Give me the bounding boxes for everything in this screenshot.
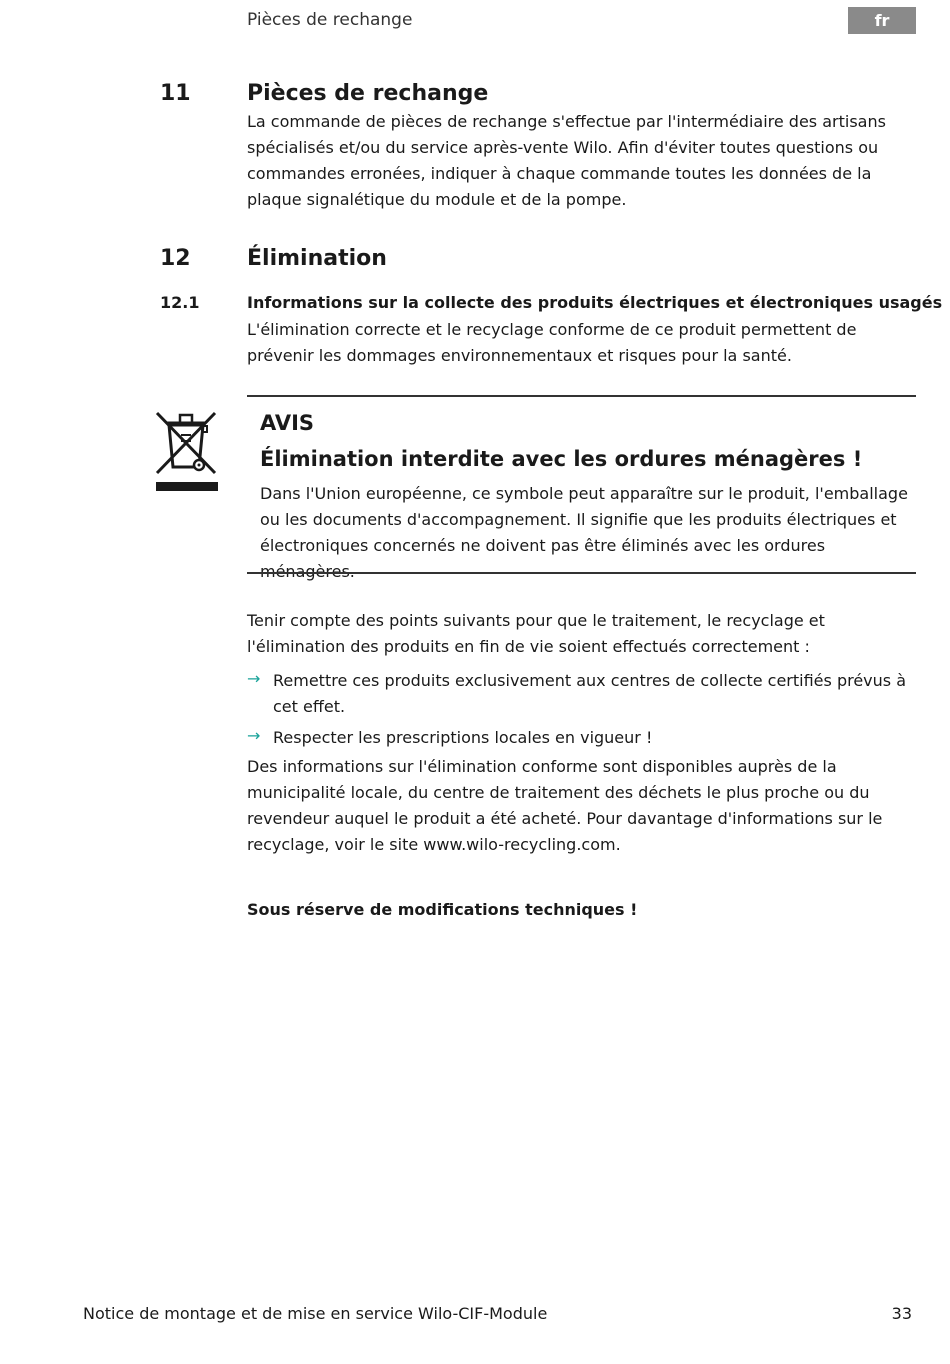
bullet-arrow-icon: → — [247, 726, 261, 745]
notice-label: AVIS — [260, 411, 315, 435]
disclaimer: Sous réserve de modifications techniques ! — [247, 900, 638, 919]
running-header-title: Pièces de rechange — [247, 10, 413, 30]
notice-top-rule — [247, 395, 916, 397]
instructions-intro: Tenir compte des points suivants pour que le traitement, le recyclage et l'élimination des produits en fin de vie soient effectués correctement : — [247, 611, 825, 656]
section-11-text: La commande de pièces de rechange s'effectue par l'intermédiaire des artisans spécialisés et/ou du service après-vente Wilo. Afin d'éviter toutes questions ou commandes erronées, indiquer à chaque commande toutes les données de la plaque signalétique du module et de la pompe. — [247, 112, 886, 209]
section-12-1-text: L'élimination correcte et le recyclage conforme de ce produit permettent de prévenir les dommages environnementaux et risques pour la santé. — [247, 320, 857, 365]
section-12-1-title: Informations sur la collecte des produits électriques et électroniques usagés — [247, 293, 943, 312]
notice-title: Élimination interdite avec les ordures ménagères ! — [260, 447, 863, 471]
section-11-title: Pièces de rechange — [247, 81, 489, 106]
bullet-arrow-icon: → — [247, 669, 261, 688]
section-11-number: 11 — [160, 81, 191, 106]
notice-bottom-rule — [247, 572, 916, 574]
list-item: Respecter les prescriptions locales en vigueur ! — [273, 728, 653, 747]
instructions-closing: Des informations sur l'élimination conforme sont disponibles auprès de la municipalité locale, du centre de traitement des déchets le plus proche ou du revendeur auquel le produit a été acheté. Pour davantage d'informations sur le recyclage, voir le site www.wilo-recycling.com. — [247, 757, 883, 854]
language-tab: fr — [848, 7, 916, 34]
notice-text: Dans l'Union européenne, ce symbole peut apparaître sur le produit, l'emballage ou les documents d'accompagnement. Il signifie que les produits électriques et électroniques concernés ne doivent pas être éliminés avec les ordures — [260, 484, 908, 555]
footer-document-title: Notice de montage et de mise en service Wilo-CIF-Module — [83, 1304, 548, 1323]
list-item: Remettre ces produits exclusivement aux centres de collecte certifiés prévus à cet effet. — [273, 671, 906, 716]
section-12-1-number: 12.1 — [160, 293, 200, 312]
section-12-number: 12 — [160, 246, 191, 271]
page-number: 33 — [891, 1304, 912, 1323]
section-12-title: Élimination — [247, 246, 387, 271]
crossed-out-wheelie-bin-icon — [153, 409, 221, 494]
